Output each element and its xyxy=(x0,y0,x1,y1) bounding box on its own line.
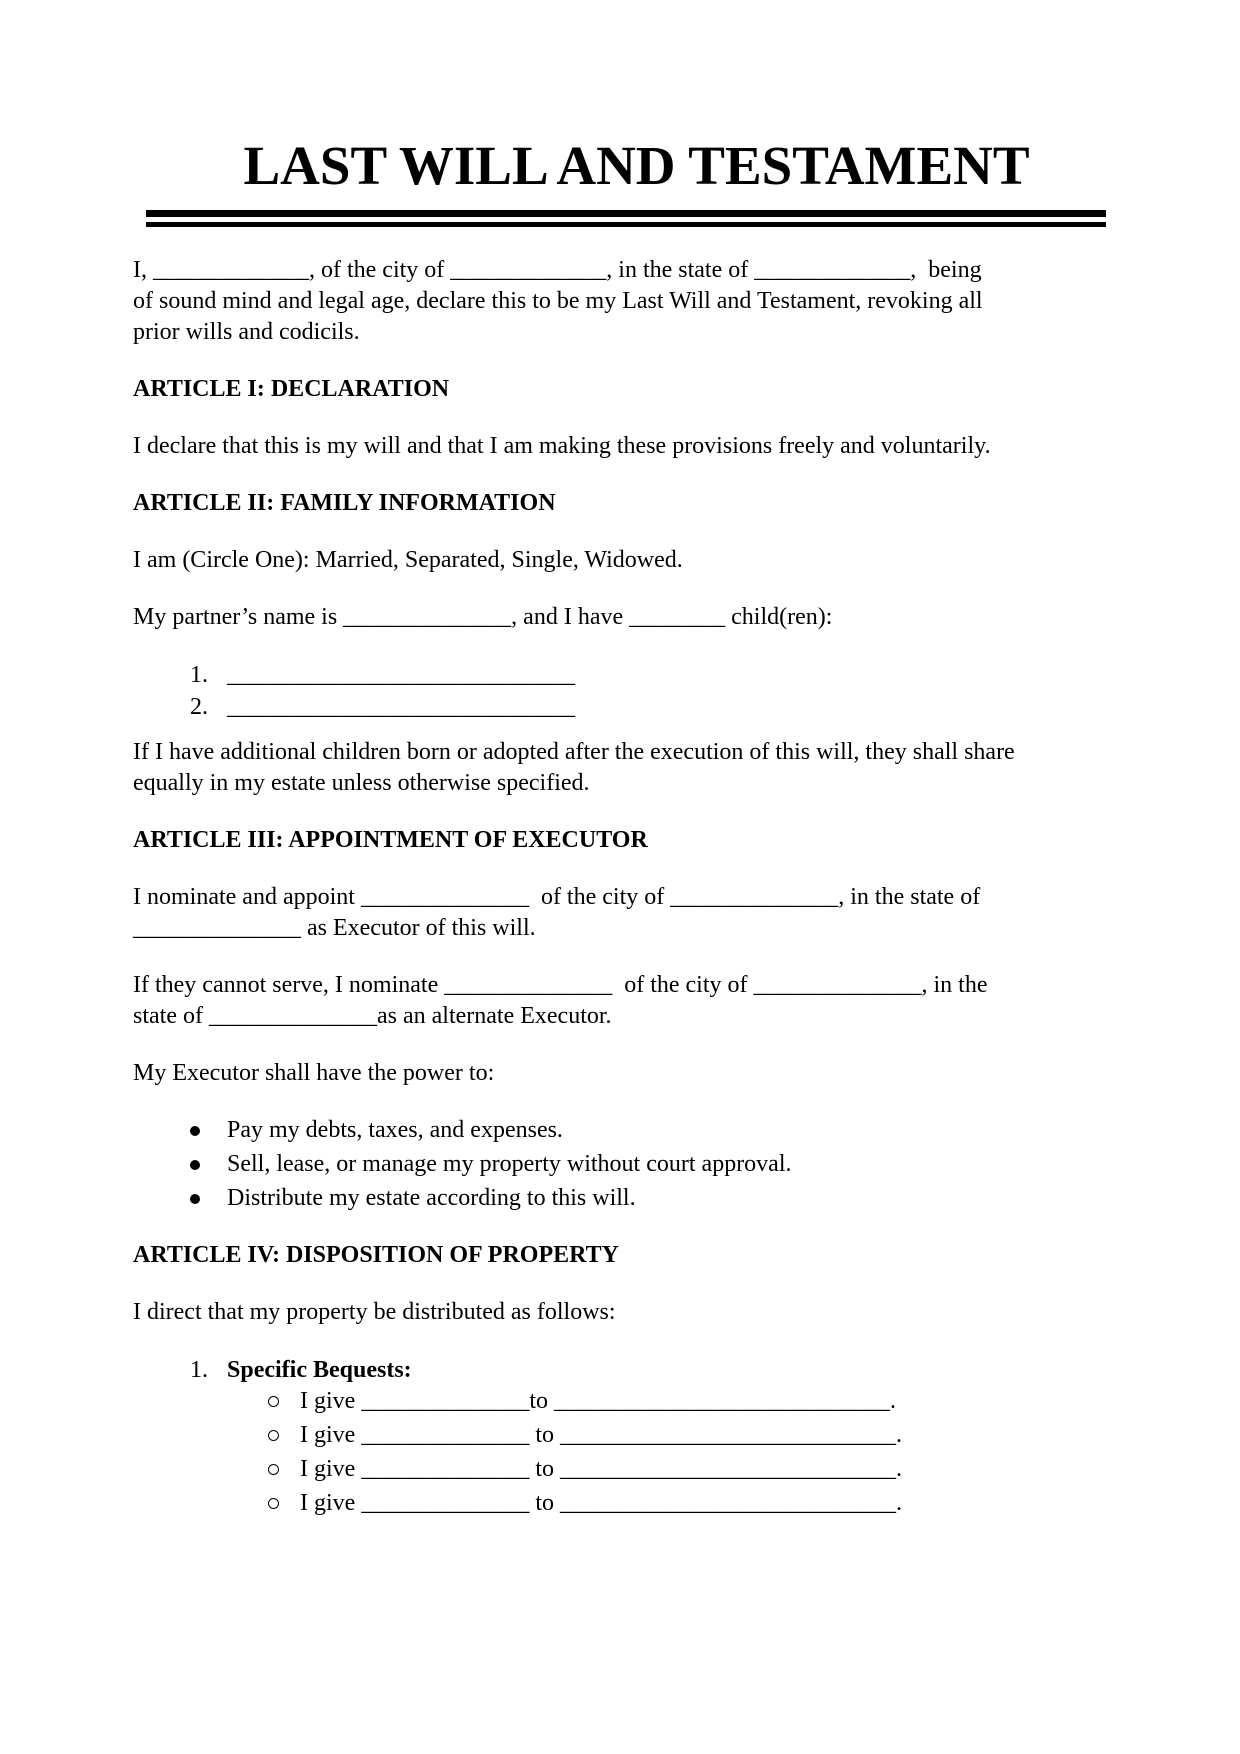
bullet-marker xyxy=(190,1183,227,1214)
circle-bullet-marker xyxy=(268,1454,300,1485)
text-line: of sound mind and legal age, declare this to be my Last Will and Testament, revoking all xyxy=(133,287,983,314)
article-2-heading: ARTICLE II: FAMILY INFORMATION xyxy=(133,489,556,516)
circle-bullet-marker xyxy=(268,1386,300,1417)
executor-power-text: Sell, lease, or manage my property without court approval. xyxy=(227,1150,792,1177)
document-title: LAST WILL AND TESTAMENT xyxy=(243,135,1030,196)
text-line: My Executor shall have the power to: xyxy=(133,1059,495,1086)
executor-power-text: Distribute my estate according to this will. xyxy=(227,1184,636,1211)
blank-line: _____________________________ xyxy=(227,693,575,720)
article-1-heading: ARTICLE I: DECLARATION xyxy=(133,375,450,402)
text-line: prior wills and codicils. xyxy=(133,318,360,345)
disposition-intro-paragraph xyxy=(133,1297,1140,1328)
executor-powers-list xyxy=(133,1115,1140,1214)
circle-bullet-marker xyxy=(268,1488,300,1519)
declaration-paragraph xyxy=(133,431,1140,462)
specific-bequests-section xyxy=(133,1354,1140,1519)
title-divider-rule xyxy=(146,210,1106,227)
partner-children-paragraph xyxy=(133,602,1140,633)
bullet-icon xyxy=(190,1160,200,1170)
circle-bullet-icon xyxy=(268,1464,279,1475)
executor-powers-intro xyxy=(133,1058,1140,1089)
list-number: 1. xyxy=(190,1356,208,1383)
bullet-icon xyxy=(190,1126,200,1136)
children-name-list xyxy=(133,659,1140,723)
circle-bullet-icon xyxy=(268,1430,279,1441)
executor-power-item xyxy=(133,1149,1140,1180)
text-line: equally in my estate unless otherwise specified. xyxy=(133,769,590,796)
bequest-text: I give ______________ to ____________________________. xyxy=(300,1421,902,1448)
bequest-item xyxy=(133,1386,1140,1417)
executor-power-item xyxy=(133,1183,1140,1214)
circle-bullet-marker xyxy=(268,1420,300,1451)
text-line: I declare that this is my will and that I am making these provisions freely and voluntarily. xyxy=(133,432,991,459)
specific-bequests-label: Specific Bequests: xyxy=(227,1356,412,1383)
executor-power-text: Pay my debts, taxes, and expenses. xyxy=(227,1116,563,1143)
article-3-heading: ARTICLE III: APPOINTMENT OF EXECUTOR xyxy=(133,826,648,853)
bequest-item xyxy=(133,1420,1140,1451)
list-number: 2. xyxy=(190,693,208,720)
circle-bullet-icon xyxy=(268,1396,279,1407)
intro-paragraph xyxy=(133,255,1140,348)
additional-children-paragraph xyxy=(133,737,1140,799)
circle-bullet-icon xyxy=(268,1498,279,1509)
bequest-text: I give ______________ to ____________________________. xyxy=(300,1455,902,1482)
text-line: If they cannot serve, I nominate ______________ of the city of ______________, in the xyxy=(133,971,988,998)
text-line: If I have additional children born or adopted after the execution of this will, they shall share xyxy=(133,738,1015,765)
bullet-marker xyxy=(190,1149,227,1180)
bequest-text: I give ______________ to ____________________________. xyxy=(300,1489,902,1516)
bullet-icon xyxy=(190,1194,200,1204)
text-line: state of ______________as an alternate Executor. xyxy=(133,1002,612,1029)
blank-line: _____________________________ xyxy=(227,661,575,688)
text-line: I, _____________, of the city of _____________, in the state of _____________, being xyxy=(133,256,982,283)
bequest-item xyxy=(133,1454,1140,1485)
bequest-item xyxy=(133,1488,1140,1519)
list-number: 1. xyxy=(190,661,208,688)
alternate-executor-paragraph xyxy=(133,970,1140,1032)
marital-status-paragraph xyxy=(133,545,1140,576)
article-4-heading: ARTICLE IV: DISPOSITION OF PROPERTY xyxy=(133,1241,619,1268)
executor-power-item xyxy=(133,1115,1140,1146)
marital-status-line: I am (Circle One): Married, Separated, Single, Widowed. xyxy=(133,546,683,573)
text-line: I nominate and appoint ______________ of the city of ______________, in the state of xyxy=(133,883,981,910)
text-line: ______________ as Executor of this will. xyxy=(133,914,536,941)
text-line: I direct that my property be distributed as follows: xyxy=(133,1298,616,1325)
child-name-line xyxy=(133,691,1140,723)
nominate-executor-paragraph xyxy=(133,882,1140,944)
specific-bequests-heading xyxy=(133,1354,1140,1386)
child-name-line xyxy=(133,659,1140,691)
bullet-marker xyxy=(190,1115,227,1146)
bequest-text: I give ______________to ____________________________. xyxy=(300,1387,896,1414)
partner-children-line: My partner’s name is ______________, and I have ________ child(ren): xyxy=(133,603,833,630)
